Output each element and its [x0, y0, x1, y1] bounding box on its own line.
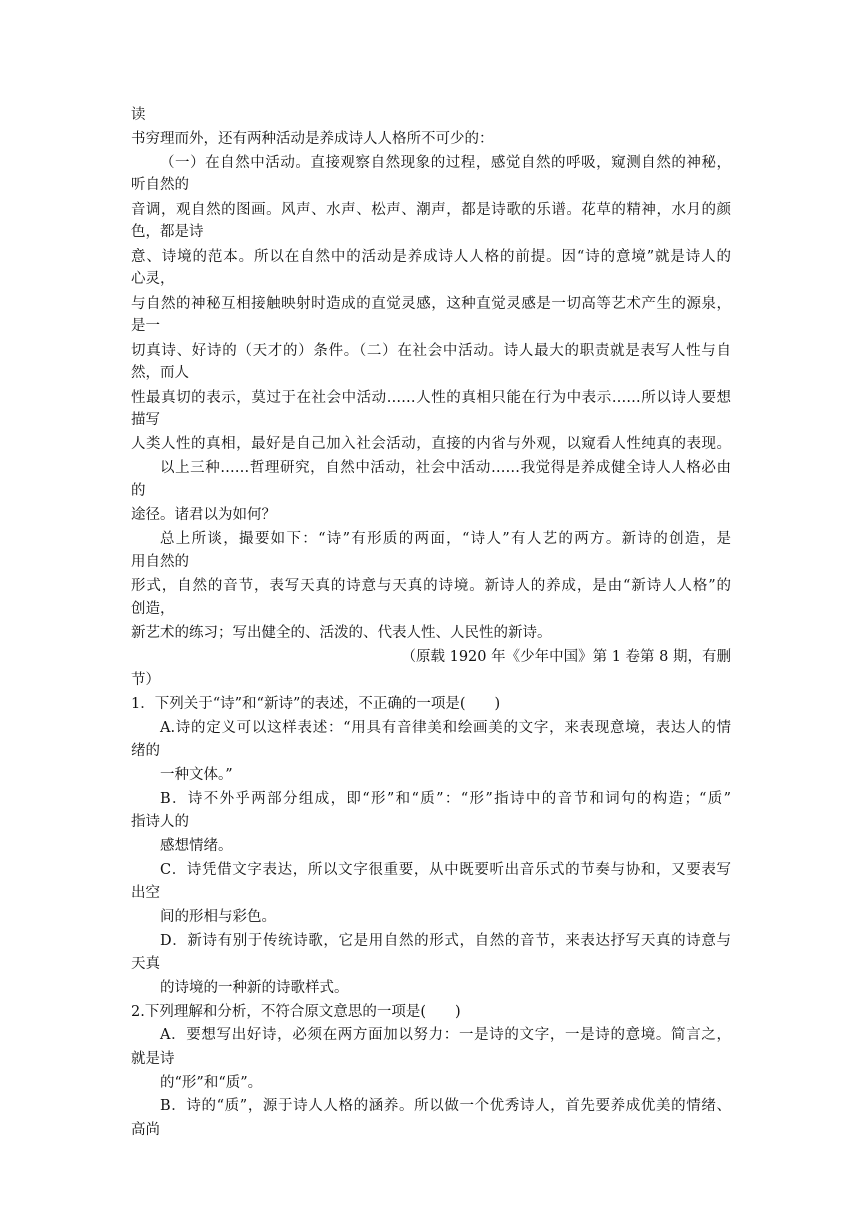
- question-1: 1．下列关于“诗”和“新诗”的表述，不正确的一项是( ): [131, 696, 501, 712]
- source-citation: （原载 1920 年《少年中国》第 1 卷第 8 期，有删: [401, 649, 731, 665]
- text-line: 书穷理而外，还有两种活动是养成诗人人格所不可少的：: [131, 131, 494, 147]
- option-b: 高尚: [131, 1122, 160, 1138]
- text-line: 描写: [131, 412, 160, 428]
- option-a: A．要想写出好诗，必须在两方面加以努力：一是诗的文字，一是诗的意境。简言之，: [160, 1027, 731, 1043]
- text-line: 总上所谈，撮要如下：“诗”有形质的两面，“诗人”有人艺的两方。新诗的创造，是: [160, 531, 731, 547]
- option-b: 感想情绪。: [160, 838, 233, 854]
- text-line: 性最真切的表示，莫过于在社会中活动……人性的真相只能在行为中表示……所以诗人要想: [131, 390, 731, 406]
- text-line: 色，都是诗: [131, 224, 204, 240]
- option-b: B．诗不外乎两部分组成，即“形”和“质”：“形”指诗中的音节和词句的构造；“质”: [160, 791, 731, 807]
- option-a: 绪的: [131, 743, 160, 759]
- text-line: （一）在自然中活动。直接观察自然现象的过程，感觉自然的呼吸，窥测自然的神秘，: [160, 155, 731, 171]
- source-citation: 节）: [131, 672, 160, 688]
- text-line: 意、诗境的范本。所以在自然中的活动是养成诗人人格的前提。因“诗的意境”就是诗人的: [131, 249, 731, 265]
- option-c: 出空: [131, 885, 160, 901]
- text-line: 音调，观自然的图画。风声、水声、松声、潮声，都是诗歌的乐谱。花草的精神，水月的颜: [131, 202, 731, 218]
- text-line: 新艺术的练习；写出健全的、活泼的、代表人性、人民性的新诗。: [131, 625, 552, 641]
- option-a: 就是诗: [131, 1051, 175, 1067]
- text-line: 与自然的神秘互相接触映射时造成的直觉灵感，这种直觉灵感是一切高等艺术产生的源泉，: [131, 296, 731, 312]
- text-line: 然，而人: [131, 365, 189, 381]
- option-a: 的“形”和“质”。: [160, 1075, 263, 1091]
- text-line: 用自然的: [131, 554, 189, 570]
- option-d: D．新诗有别于传统诗歌，它是用自然的形式，自然的音节，来表达抒写天真的诗意与: [160, 933, 731, 949]
- option-b: 指诗人的: [131, 814, 189, 830]
- option-d: 天真: [131, 956, 160, 972]
- text-line: 切真诗、好诗的（天才的）条件。（二）在社会中活动。诗人最大的职责就是表写人性与自: [131, 343, 731, 359]
- text-line: 形式，自然的音节，表写天真的诗意与天真的诗境。新诗人的养成，是由“新诗人人格”的: [131, 578, 731, 594]
- text-line: 读: [131, 107, 146, 123]
- text-line: 人类人性的真相，最好是自己加入社会活动，直接的内省与外观，以窥看人性纯真的表现。: [131, 436, 731, 452]
- option-a: 一种文体。”: [160, 767, 233, 783]
- question-2: 2.下列理解和分析，不符合原文意思的一项是( ): [131, 1004, 461, 1020]
- option-d: 的诗境的一种新的诗歌样式。: [160, 980, 349, 996]
- option-c: 间的形相与彩色。: [160, 909, 276, 925]
- text-line: 创造，: [131, 601, 175, 617]
- text-line: 的: [131, 483, 146, 499]
- text-line: 途径。诸君以为如何？: [131, 507, 276, 523]
- option-c: C．诗凭借文字表达，所以文字很重要，从中既要听出音乐式的节奏与协和，又要表写: [160, 862, 731, 878]
- option-b: B．诗的“质”，源于诗人人格的涵养。所以做一个优秀诗人，首先要养成优美的情绪、: [160, 1098, 731, 1114]
- option-a: A.诗的定义可以这样表述：“用具有音律美和绘画美的文字，来表现意境，表达人的情: [160, 720, 731, 736]
- text-line: 是一: [131, 318, 160, 334]
- text-line: 听自然的: [131, 177, 189, 193]
- text-line: 以上三种……哲理研究，自然中活动，社会中活动……我觉得是养成健全诗人人格必由: [160, 460, 731, 476]
- text-line: 心灵，: [131, 271, 175, 287]
